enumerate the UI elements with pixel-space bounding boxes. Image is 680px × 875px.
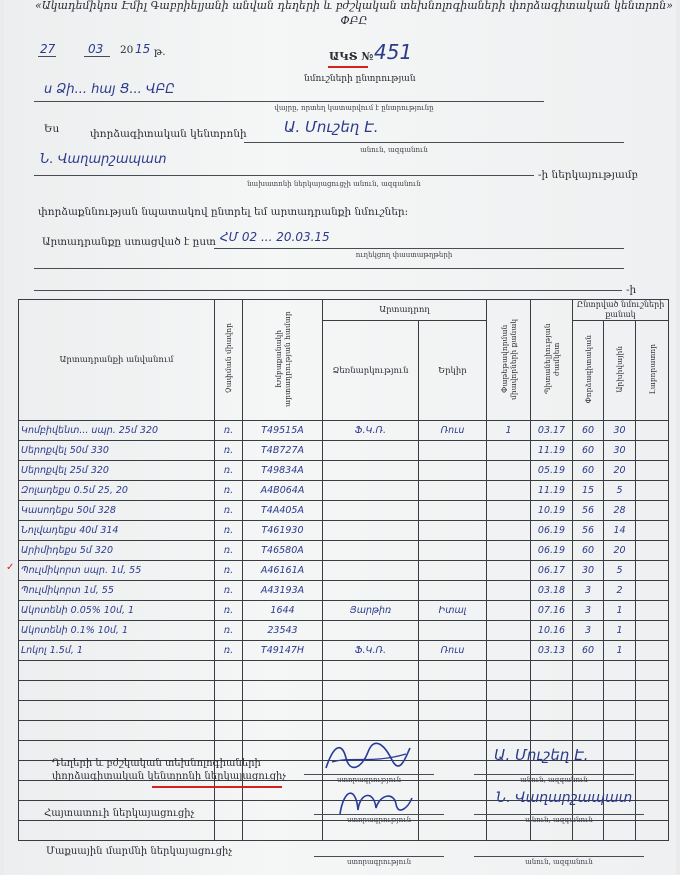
- cell-producer: [323, 441, 419, 461]
- cell-a: [573, 721, 604, 741]
- expert-signature: [322, 738, 412, 774]
- cell-a: [573, 661, 604, 681]
- rep-name: Ա. Մուշեղ Է.: [494, 746, 589, 764]
- cell-unit: ռ.: [215, 601, 243, 621]
- cell-a: 3: [573, 621, 604, 641]
- cell-country: [419, 521, 487, 541]
- table-row: [19, 701, 669, 721]
- cell-a: 30: [573, 561, 604, 581]
- center-label: փորձագիտական կենտրոնի: [90, 128, 247, 140]
- cell-batch: T4B727A: [243, 441, 323, 461]
- cell-country: Ռուս: [419, 421, 487, 441]
- cell-lab: [636, 541, 669, 561]
- cell-unit: ռ.: [215, 481, 243, 501]
- table-row: [19, 481, 669, 501]
- cell-qty: [487, 461, 531, 481]
- cell-expiry: 11.19: [531, 481, 573, 501]
- name-caption-1: անուն, ազգանուն: [520, 776, 588, 784]
- cell-country: [419, 621, 487, 641]
- date-year-prefix: 20: [120, 44, 134, 56]
- cell-country: [419, 501, 487, 521]
- cell-lab: [636, 781, 669, 801]
- cell-country: Իտալ: [419, 601, 487, 621]
- name-caption-3: անուն, ազգանուն: [525, 858, 593, 866]
- cell-lab: [636, 581, 669, 601]
- date-year-suffix: 15: [135, 42, 151, 56]
- cell-batch: A43193A: [243, 581, 323, 601]
- cell-batch: T4A405A: [243, 501, 323, 521]
- cell-name: Պուլմիկորտ սպր. 1մ, 55: [19, 561, 215, 581]
- cell-name: Պուլմիկորտ 1մ, 55: [19, 581, 215, 601]
- cell-b: 20: [604, 461, 636, 481]
- table-row: [19, 621, 669, 641]
- cell-qty: [487, 541, 531, 561]
- cell-batch: A46161A: [243, 561, 323, 581]
- cell-qty: [487, 721, 531, 741]
- cell-producer: [323, 541, 419, 561]
- cell-a: 60: [573, 421, 604, 441]
- cell-producer: [323, 521, 419, 541]
- cell-name: Զոլադեքս 0.5մ 25, 20: [19, 481, 215, 501]
- cell-batch: T49147H: [243, 641, 323, 661]
- presence-text: -ի ներկայությամբ: [538, 169, 639, 181]
- cell-producer: [323, 501, 419, 521]
- cell-lab: [636, 741, 669, 761]
- customs-rep-label: Մաքսային մարմնի ներկայացուցիչ: [46, 846, 233, 857]
- cell-producer: [323, 461, 419, 481]
- cell-a: [573, 681, 604, 701]
- cell-expiry: [531, 721, 573, 741]
- purpose-text: փորձաքննության նպատակով ընտրել եմ արտադրանքի նմուշներ:: [38, 206, 409, 218]
- table-row: [19, 661, 669, 681]
- cell-country: [419, 701, 487, 721]
- cell-lab: [636, 621, 669, 641]
- cell-b: [604, 681, 636, 701]
- cell-name: [19, 821, 215, 841]
- cell-producer: Ֆ.Կ.Ռ.: [323, 641, 419, 661]
- rep-label-underline: [152, 786, 282, 788]
- cell-batch: T46580A: [243, 541, 323, 561]
- cell-qty: [487, 521, 531, 541]
- cell-b: 28: [604, 501, 636, 521]
- cell-lab: [636, 481, 669, 501]
- cell-batch: T49515A: [243, 421, 323, 441]
- cell-name: Արիմիդեքս 5մ 320: [19, 541, 215, 561]
- manufacturer-caption: նախատոնի ներկայացուցչի անուն, ազգանուն: [247, 180, 421, 188]
- cell-batch: [243, 681, 323, 701]
- cell-name: [19, 721, 215, 741]
- cell-lab: [636, 561, 669, 581]
- cell-lab: [636, 521, 669, 541]
- cell-b: [604, 761, 636, 781]
- cell-producer: [323, 621, 419, 641]
- col-samples: Ընտրված նմուշների քանակ: [573, 300, 669, 321]
- manuf-rep-label: Հայտատուի ներկայացուցիչ: [44, 808, 195, 819]
- cell-b: 5: [604, 481, 636, 501]
- end-mark: -ի: [626, 284, 637, 296]
- cell-b: 30: [604, 441, 636, 461]
- date-month: 03: [88, 42, 104, 56]
- sample-caption: նմուշների ընտրության: [304, 74, 416, 84]
- cell-expiry: 03.13: [531, 641, 573, 661]
- cell-lab: [636, 821, 669, 841]
- cell-country: [419, 721, 487, 741]
- cell-name: Ակոտենի 0.1% 10մ, 1: [19, 621, 215, 641]
- cell-producer: [323, 581, 419, 601]
- cell-qty: [487, 441, 531, 461]
- cell-a: 60: [573, 461, 604, 481]
- act-number-underline: [328, 66, 368, 68]
- cell-producer: [323, 701, 419, 721]
- cell-name: [19, 661, 215, 681]
- cell-name: Նոլվադեքս 40մ 314: [19, 521, 215, 541]
- cell-producer: Յարթիռ: [323, 601, 419, 621]
- organization-header: «Ակադեմիկոս Էմիլ Գաբրիելյանի անվան դեղերի և բժշկական տեխնոլոգիաների փորձագիտական կենտրոն» ՓԲԸ: [34, 0, 674, 27]
- cell-unit: ռ.: [215, 421, 243, 441]
- cell-qty: [487, 501, 531, 521]
- rep-label-line2: փորձագիտական կենտրոնի ներկայացուցիչ: [52, 771, 287, 782]
- table-row: [19, 441, 669, 461]
- col-expert: Փորձագիտական: [583, 334, 593, 404]
- cell-name: Լոկոլ 1.5մ, 1: [19, 641, 215, 661]
- cell-a: 15: [573, 481, 604, 501]
- cell-lab: [636, 661, 669, 681]
- cell-unit: ռ.: [215, 561, 243, 581]
- cell-b: [604, 701, 636, 721]
- cell-lab: [636, 441, 669, 461]
- cell-batch: A4B064A: [243, 481, 323, 501]
- cell-qty: [487, 621, 531, 641]
- cell-qty: [487, 701, 531, 721]
- cell-country: [419, 441, 487, 461]
- cell-country: [419, 561, 487, 581]
- cell-unit: ռ.: [215, 441, 243, 461]
- cell-country: Ռուս: [419, 641, 487, 661]
- cell-country: [419, 661, 487, 681]
- cell-b: 20: [604, 541, 636, 561]
- manufacturer-rep-name: Ն. Վաղարշապատ: [40, 152, 167, 167]
- cell-batch: [243, 781, 323, 801]
- cell-name: [19, 781, 215, 801]
- cell-producer: [323, 481, 419, 501]
- place-value: ս Ձի... հայ Ց... ՎԲԸ: [44, 82, 175, 97]
- cell-unit: ռ.: [215, 541, 243, 561]
- cell-qty: [487, 641, 531, 661]
- check-mark-icon: ✓: [6, 562, 15, 573]
- manufacturer-signature: [334, 784, 414, 818]
- col-expiry: Պիտանելիության ժամկետ: [542, 323, 561, 394]
- cell-b: 1: [604, 621, 636, 641]
- table-row: [19, 561, 669, 581]
- name-caption-2: անուն, ազգանուն: [525, 816, 593, 824]
- cell-unit: ռ.: [215, 461, 243, 481]
- cell-unit: ռ.: [215, 641, 243, 661]
- cell-b: [604, 661, 636, 681]
- cell-unit: [215, 681, 243, 701]
- cell-b: 5: [604, 561, 636, 581]
- col-country: Երկիր: [419, 321, 487, 421]
- cell-country: [419, 581, 487, 601]
- cell-unit: [215, 701, 243, 721]
- cell-b: 1: [604, 601, 636, 621]
- cell-a: 56: [573, 521, 604, 541]
- date-day: 27: [40, 42, 56, 56]
- place-caption: վայրը, որտեղ կատարվում է ընտրությունը: [274, 104, 434, 112]
- col-producer-group: Արտադրող: [323, 300, 487, 321]
- cell-lab: [636, 421, 669, 441]
- cell-expiry: 10.19: [531, 501, 573, 521]
- cell-producer: [323, 681, 419, 701]
- cell-b: 1: [604, 641, 636, 661]
- cell-unit: [215, 801, 243, 821]
- cell-country: [419, 541, 487, 561]
- cell-qty: [487, 661, 531, 681]
- cell-expiry: 03.17: [531, 421, 573, 441]
- col-product-name: Արտադրանքի անվանում: [19, 300, 215, 421]
- cell-expiry: [531, 701, 573, 721]
- cell-lab: [636, 801, 669, 821]
- cell-producer: Ֆ.Կ.Ռ.: [323, 421, 419, 441]
- cell-expiry: 06.17: [531, 561, 573, 581]
- col-archive: Արխիվային: [615, 345, 625, 393]
- manuf-rep-name: Ն. Վաղարշապատ: [496, 790, 633, 806]
- cell-lab: [636, 721, 669, 741]
- received-value: ՀՄ 02 ... 20.03.15: [220, 230, 330, 244]
- cell-batch: T49834A: [243, 461, 323, 481]
- cell-qty: [487, 681, 531, 701]
- cell-expiry: 03.18: [531, 581, 573, 601]
- cell-unit: [215, 721, 243, 741]
- cell-a: [573, 701, 604, 721]
- col-batch: Խմբաքանակի արտադրության համար: [273, 310, 292, 407]
- cell-unit: ռ.: [215, 521, 243, 541]
- cell-qty: [487, 601, 531, 621]
- cell-expiry: 10.16: [531, 621, 573, 641]
- signature-caption-2: ստորագրություն: [346, 816, 412, 824]
- cell-qty: [487, 561, 531, 581]
- cell-unit: [215, 821, 243, 841]
- cell-lab: [636, 601, 669, 621]
- cell-expiry: 05.19: [531, 461, 573, 481]
- cell-qty: [487, 481, 531, 501]
- cell-batch: [243, 701, 323, 721]
- cell-batch: [243, 821, 323, 841]
- table-row: [19, 601, 669, 621]
- cell-batch: T461930: [243, 521, 323, 541]
- cell-expiry: [531, 681, 573, 701]
- cell-lab: [636, 701, 669, 721]
- cell-producer: [323, 661, 419, 681]
- act-number-value: 451: [374, 40, 413, 64]
- cell-name: Սերոքվել 50մ 330: [19, 441, 215, 461]
- cell-unit: ռ.: [215, 581, 243, 601]
- table-row: [19, 421, 669, 441]
- cell-country: [419, 741, 487, 761]
- signature-caption-1: ստորագրություն: [336, 776, 402, 784]
- cell-expiry: 06.19: [531, 541, 573, 561]
- cell-country: [419, 461, 487, 481]
- cell-unit: ռ.: [215, 501, 243, 521]
- i-label: Ես: [44, 123, 60, 135]
- cell-country: [419, 681, 487, 701]
- expert-name: Ա. Մուշեղ Է.: [284, 118, 379, 136]
- cell-country: [419, 761, 487, 781]
- date-suffix: թ.: [154, 46, 166, 58]
- cell-unit: [215, 781, 243, 801]
- cell-a: 60: [573, 441, 604, 461]
- table-row: [19, 521, 669, 541]
- rep-label-line1: Դեղերի և բժշկական տեխնոլոգիաների: [52, 758, 261, 769]
- cell-a: 3: [573, 601, 604, 621]
- act-number-label: ԱԿՏ №: [329, 50, 374, 63]
- cell-b: [604, 741, 636, 761]
- cell-name: Սերոքվել 25մ 320: [19, 461, 215, 481]
- cell-unit: ռ.: [215, 621, 243, 641]
- table-row: [19, 461, 669, 481]
- cell-a: 60: [573, 641, 604, 661]
- cell-batch: 23543: [243, 621, 323, 641]
- table-row: [19, 501, 669, 521]
- cell-name: Կասոդեքս 50մ 328: [19, 501, 215, 521]
- cell-a: 3: [573, 581, 604, 601]
- table-row: [19, 581, 669, 601]
- cell-country: [419, 821, 487, 841]
- cell-batch: 1644: [243, 601, 323, 621]
- cell-country: [419, 801, 487, 821]
- cell-producer: [323, 561, 419, 581]
- cell-name: [19, 681, 215, 701]
- cell-b: 2: [604, 581, 636, 601]
- cell-b: 30: [604, 421, 636, 441]
- cell-lab: [636, 761, 669, 781]
- received-caption: ուղեկցող փաստաթղթերի: [355, 251, 453, 259]
- cell-lab: [636, 681, 669, 701]
- signature-caption-3: ստորագրություն: [346, 858, 412, 866]
- cell-lab: [636, 461, 669, 481]
- cell-expiry: 11.19: [531, 441, 573, 461]
- cell-name: Ակոտենի 0.05% 10մ, 1: [19, 601, 215, 621]
- col-manufacturer: Ձեռնարկություն: [323, 321, 419, 421]
- cell-a: 60: [573, 541, 604, 561]
- cell-expiry: 06.19: [531, 521, 573, 541]
- cell-batch: [243, 661, 323, 681]
- col-qty: Փաթեթավորման միավորների քանակ: [499, 317, 518, 400]
- expert-caption: անուն, ազգանուն: [360, 146, 428, 154]
- col-unit: Չափման միավոր: [224, 323, 233, 394]
- cell-country: [419, 481, 487, 501]
- col-lab: Լաբորատոր: [647, 343, 657, 395]
- cell-b: [604, 721, 636, 741]
- cell-qty: 1: [487, 421, 531, 441]
- cell-name: [19, 701, 215, 721]
- cell-qty: [487, 581, 531, 601]
- cell-lab: [636, 501, 669, 521]
- table-row: [19, 641, 669, 661]
- cell-b: 14: [604, 521, 636, 541]
- cell-lab: [636, 641, 669, 661]
- received-label: Արտադրանքը ստացված է ըստ: [42, 236, 216, 248]
- table-row: [19, 541, 669, 561]
- cell-name: Կոմբիվենտ... սպր. 25մ 320: [19, 421, 215, 441]
- cell-unit: [215, 661, 243, 681]
- document-page: [4, 0, 676, 875]
- table-row: [19, 681, 669, 701]
- cell-batch: [243, 801, 323, 821]
- cell-expiry: [531, 661, 573, 681]
- cell-a: 56: [573, 501, 604, 521]
- cell-batch: [243, 721, 323, 741]
- cell-country: [419, 781, 487, 801]
- cell-expiry: 07.16: [531, 601, 573, 621]
